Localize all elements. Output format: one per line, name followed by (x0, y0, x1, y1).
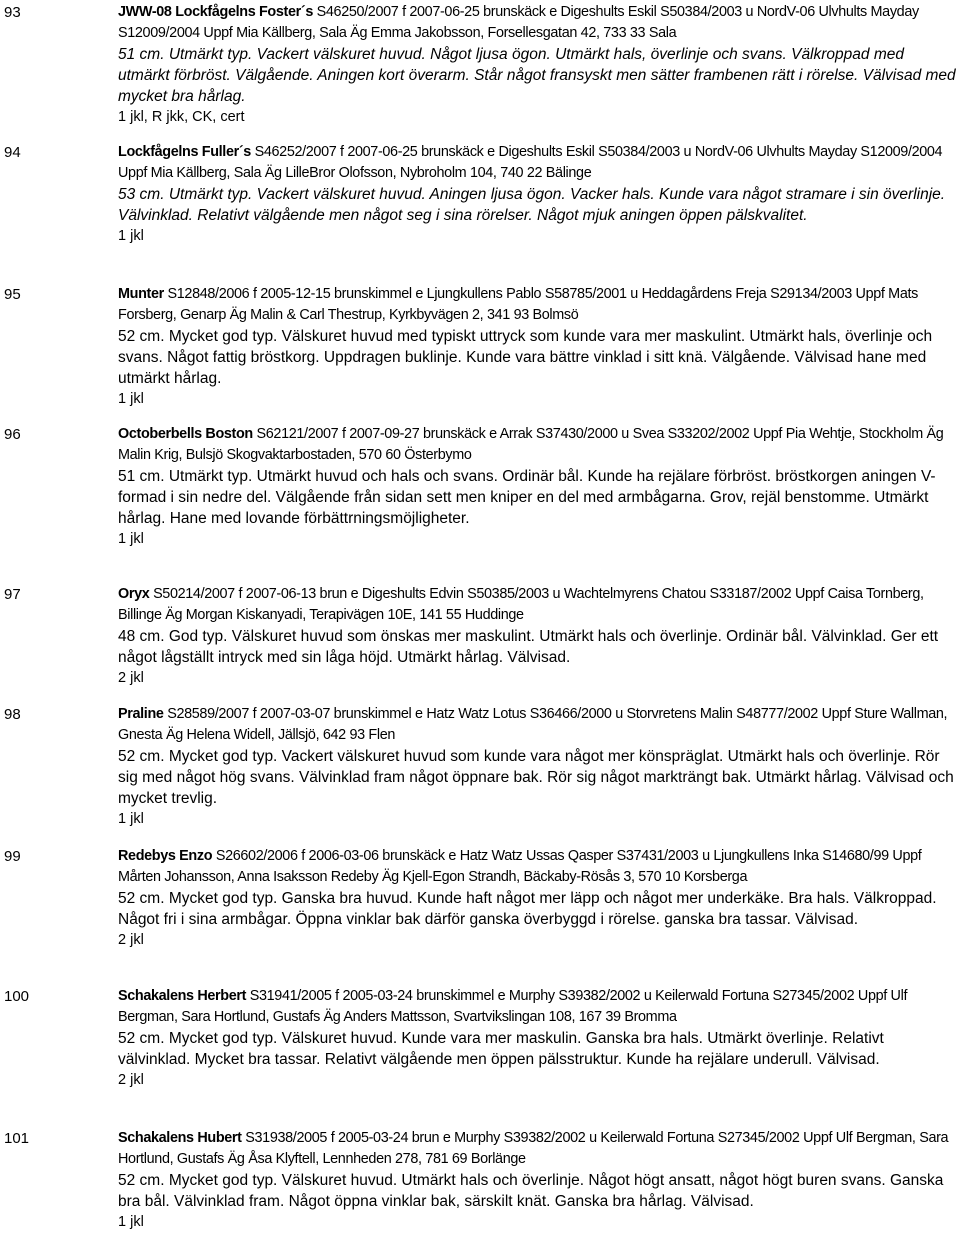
entry-body (118, 284, 956, 410)
dog-name: Schakalens Hubert (118, 1130, 242, 1146)
entry-body (118, 142, 956, 247)
award (118, 107, 956, 128)
entry-number: 95 (4, 286, 21, 303)
award (118, 226, 956, 247)
entry-100 (0, 986, 960, 1091)
dog-name: Praline (118, 706, 164, 722)
award (118, 389, 956, 410)
dog-name: Octoberbells Boston (118, 426, 253, 442)
entry-99 (0, 846, 960, 951)
award (118, 809, 956, 830)
judge-critique: 48 cm. God typ. Välskuret huvud som önskas mer maskulint. Utmärkt hals och överlinje. Ordinär bål. Välvinklad. Ger ett något lågställt intryck med sin låga höjd. Utmärkt hårlag. Välvisad. (118, 628, 939, 666)
entry-number: 100 (4, 988, 30, 1005)
judge-critique: 52 cm. Mycket god typ. Vackert välskuret huvud som kunde vara något mer könspräglat. Utmärkt hals och överlinje. Rör sig med något hög svans. Välvinklad fram något öppnare bak. Rör sig något markträngt bak. Utmärkt hårlag. Välvisad och mycket trevlig. (118, 748, 954, 807)
dog-details: S28589/2007 f 2007-03-07 brunskimmel e Hatz Watz Lotus S36466/2000 u Storvretens Malin S48777/2002 Uppf Sture Wallman, Gnesta Äg Helena Widell, Jällsjö, 642 93 Flen (118, 706, 948, 743)
entry-header (118, 424, 956, 466)
judge-critique: 52 cm. Mycket god typ. Ganska bra huvud. Kunde haft något mer läpp och något mer underkäke. Bra hals. Välkroppad. Något fri i sina armbågar. Öppna vinklar bak därför ganska överbyggd i rörelse. ganska bra tassar. Välvisad. (118, 890, 937, 928)
entry-body (118, 846, 956, 951)
award-text: 1 jkl (118, 228, 144, 244)
award-text: 1 jkl (118, 531, 144, 547)
entry-number: 101 (4, 1130, 30, 1147)
entry-header (118, 986, 956, 1028)
entry-number: 99 (4, 848, 21, 865)
award-text: 1 jkl, R jkk, CK, cert (118, 109, 245, 125)
award (118, 529, 956, 550)
entry-body (118, 1128, 956, 1233)
award-text: 1 jkl (118, 1214, 144, 1230)
judge-critique: 53 cm. Utmärkt typ. Vackert välskuret huvud. Aningen ljusa ögon. Vacker hals. Kunde vara något stramare i sin överlinje. Välvinklad. Relativt välgående men något seg i sina rörelser. Något mjuk aningen öppen pälskvalitet. (118, 186, 946, 224)
judge-critique: 52 cm. Mycket god typ. Välskuret huvud. Utmärkt hals och överlinje. Något högt ansatt, något högt buren svans. Ganska bra bål. Välvinklad fram. Något öppna vinklar bak, särskilt knät. Ganska bra hårlag. Välvisad. (118, 1172, 944, 1210)
dog-name: Munter (118, 286, 164, 302)
dog-details: S50214/2007 f 2007-06-13 brun e Digeshults Edvin S50385/2003 u Wachtelmyrens Chatou S33187/2002 Uppf Caisa Tornberg, Billinge Äg Morgan Kiskanyadi, Terapivägen 10E, 141 55 Huddinge (118, 586, 924, 623)
award-text: 2 jkl (118, 670, 144, 686)
entry-number: 96 (4, 426, 21, 443)
entry-body (118, 704, 956, 830)
entry-header (118, 704, 956, 746)
award-text: 1 jkl (118, 391, 144, 407)
entry-header (118, 284, 956, 326)
entry-number: 98 (4, 706, 21, 723)
entry-93 (0, 2, 960, 128)
dog-name: Redebys Enzo (118, 848, 213, 864)
dog-name: JWW-08 Lockfågelns Foster´s (118, 4, 313, 20)
dog-details: S62121/2007 f 2007-09-27 brunskäck e Arrak S37430/2000 u Svea S33202/2002 Uppf Pia Wehtje, Stockholm Äg Malin Krig, Bulsjö Skogvaktarbostaden, 570 60 Österbymo (118, 426, 944, 463)
entry-101 (0, 1128, 960, 1233)
entry-body (118, 424, 956, 550)
award-text: 2 jkl (118, 1072, 144, 1088)
award (118, 930, 956, 951)
entry-body (118, 584, 956, 689)
dog-details: S31941/2005 f 2005-03-24 brunskimmel e Murphy S39382/2002 u Keilerwald Fortuna S27345/2002 Uppf Ulf Bergman, Sara Hortlund, Gustafs Äg Anders Mattsson, Svartvikslingan 108, 167 39 Bromma (118, 988, 908, 1025)
dog-name: Oryx (118, 586, 150, 602)
dog-name: Lockfågelns Fuller´s (118, 144, 251, 160)
dog-details: S46252/2007 f 2007-06-25 brunskäck e Digeshults Eskil S50384/2003 u NordV-06 Ulvhults Mayday S12009/2004 Uppf Mia Källberg, Sala Äg LilleBror Olofsson, Nybroholm 104, 740 22 Bälinge (118, 144, 943, 181)
judge-critique: 52 cm. Mycket god typ. Välskuret huvud. Kunde vara mer maskulin. Ganska bra hals. Utmärkt överlinje. Relativt välvinklad. Mycket bra tassar. Relativt välgående men öppen pälsstruktur. Kunde ha rejälare underull. Välvisad. (118, 1030, 884, 1068)
entry-95 (0, 284, 960, 410)
judge-critique: 51 cm. Utmärkt typ. Vackert välskuret huvud. Något ljusa ögon. Utmärkt hals, överlinje och svans. Välkroppad med utmärkt förbröst. Välgående. Aningen kort överarm. Står något fransyskt men sätter frambenen rätt i rörelse. Välvisad med mycket bra hårlag. (118, 46, 956, 105)
entry-body (118, 986, 956, 1091)
entry-number: 94 (4, 144, 21, 161)
dog-details: S12848/2006 f 2005-12-15 brunskimmel e Ljungkullens Pablo S58785/2001 u Heddagårdens Freja S29134/2003 Uppf Mats Forsberg, Genarp Äg Malin & Carl Thestrup, Kyrkbyvägen 2, 341 93 Bolmsö (118, 286, 918, 323)
entry-96 (0, 424, 960, 550)
entry-97 (0, 584, 960, 689)
award-text: 1 jkl (118, 811, 144, 827)
entry-header (118, 2, 956, 44)
award (118, 668, 956, 689)
entry-98 (0, 704, 960, 830)
dog-details: S31938/2005 f 2005-03-24 brun e Murphy S39382/2002 u Keilerwald Fortuna S27345/2002 Uppf Ulf Bergman, Sara Hortlund, Gustafs Äg Åsa Klyftell, Lennheden 278, 781 69 Borlänge (118, 1130, 949, 1167)
dog-details: S46250/2007 f 2007-06-25 brunskäck e Digeshults Eskil S50384/2003 u NordV-06 Ulvhults Mayday S12009/2004 Uppf Mia Källberg, Sala Äg Emma Jakobsson, Forsellesgatan 42, 733 33 Sala (118, 4, 919, 41)
judge-critique: 51 cm. Utmärkt typ. Utmärkt huvud och hals och svans. Ordinär bål. Kunde ha rejälare förbröst. bröstkorgen aningen V-formad i sin nedre del. Välgående från sidan sett men kniper en del med armbågarna. Grov, rejäl benstomme. Utmärkt hårlag. Hane med lovande förbättrningsmöjligheter. (118, 468, 936, 527)
entry-body (118, 2, 956, 128)
entry-header (118, 584, 956, 626)
entry-header (118, 1128, 956, 1170)
entry-header (118, 846, 956, 888)
entry-number: 97 (4, 586, 21, 603)
award-text: 2 jkl (118, 932, 144, 948)
award (118, 1212, 956, 1233)
dog-details: S26602/2006 f 2006-03-06 brunskäck e Hatz Watz Ussas Qasper S37431/2003 u Ljungkullens Inka S14680/99 Uppf Mårten Johansson, Anna Isaksson Redeby Äg Kjell-Egon Strandh, Bäckaby-Rösås 3, 570 10 Korsberga (118, 848, 922, 885)
award (118, 1070, 956, 1091)
entry-header (118, 142, 956, 184)
entry-94 (0, 142, 960, 247)
judge-critique: 52 cm. Mycket god typ. Välskuret huvud med typiskt uttryck som kunde vara mer maskulint. Utmärkt hals, överlinje och svans. Något fattig bröstkorg. Uppdragen buklinje. Kunde vara bättre vinklad i sitt knä. Välgående. Välvisad hane med utmärkt hårlag. (118, 328, 933, 387)
entry-number: 93 (4, 4, 21, 21)
dog-name: Schakalens Herbert (118, 988, 247, 1004)
